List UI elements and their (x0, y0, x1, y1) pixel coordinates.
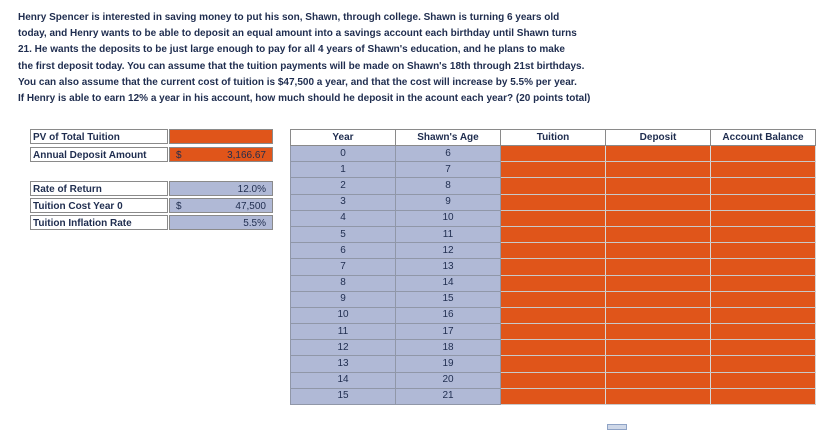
age-cell[interactable]: 14 (396, 275, 501, 291)
annual-deposit-currency: $ (176, 150, 182, 161)
year-cell[interactable]: 12 (291, 340, 396, 356)
tuition-cell[interactable] (501, 340, 606, 356)
header-tuition: Tuition (501, 130, 606, 146)
deposit-cell[interactable] (606, 324, 711, 340)
account-balance-cell[interactable] (711, 324, 816, 340)
year-cell[interactable]: 8 (291, 275, 396, 291)
table-row (291, 324, 816, 340)
header-year: Year (291, 130, 396, 146)
tuition-inflation-label: Tuition Inflation Rate (30, 215, 168, 230)
pv-total-tuition-cell[interactable] (169, 129, 273, 144)
year-cell[interactable]: 9 (291, 291, 396, 307)
tuition-cost-currency: $ (176, 201, 182, 212)
age-cell[interactable]: 18 (396, 340, 501, 356)
table-header-row (291, 130, 816, 146)
problem-line: If Henry is able to earn 12% a year in his account, how much should he deposit in the acount each year? (20 points total) (18, 93, 591, 105)
year-cell[interactable]: 14 (291, 372, 396, 388)
table-row (291, 194, 816, 210)
tuition-cell[interactable] (501, 162, 606, 178)
year-cell[interactable]: 2 (291, 178, 396, 194)
paste-options-icon[interactable] (607, 424, 627, 430)
problem-statement (18, 10, 808, 107)
table-row (291, 259, 816, 275)
deposit-cell[interactable] (606, 340, 711, 356)
annual-deposit-cell[interactable] (169, 147, 273, 162)
tuition-cost-year0-label: Tuition Cost Year 0 (30, 198, 168, 213)
tuition-cell[interactable] (501, 324, 606, 340)
age-cell[interactable]: 6 (396, 146, 501, 162)
problem-line: today, and Henry wants to be able to deposit an equal amount into a savings account each birthday until Shawn turns (18, 28, 577, 40)
deposit-cell[interactable] (606, 356, 711, 372)
table-row (291, 210, 816, 226)
table-row (291, 372, 816, 388)
deposit-cell[interactable] (606, 243, 711, 259)
table-row (291, 146, 816, 162)
tuition-cell[interactable] (501, 259, 606, 275)
header-shawns-age: Shawn's Age (396, 130, 501, 146)
tuition-cell[interactable] (501, 356, 606, 372)
deposit-cell[interactable] (606, 259, 711, 275)
table-row (291, 178, 816, 194)
year-cell[interactable]: 4 (291, 210, 396, 226)
problem-line: Henry Spencer is interested in saving money to put his son, Shawn, through college. Shawn is turning 6 years old (18, 12, 560, 23)
deposit-cell[interactable] (606, 388, 711, 404)
account-balance-cell[interactable] (711, 356, 816, 372)
account-balance-cell[interactable] (711, 275, 816, 291)
deposit-cell[interactable] (606, 162, 711, 178)
year-cell[interactable]: 0 (291, 146, 396, 162)
tuition-cell[interactable] (501, 243, 606, 259)
tuition-cell[interactable] (501, 194, 606, 210)
deposit-cell[interactable] (606, 291, 711, 307)
year-cell[interactable]: 5 (291, 226, 396, 242)
year-cell[interactable]: 6 (291, 243, 396, 259)
tuition-cell[interactable] (501, 178, 606, 194)
tuition-cell[interactable] (501, 291, 606, 307)
year-cell[interactable]: 11 (291, 324, 396, 340)
account-balance-cell[interactable] (711, 146, 816, 162)
deposit-cell[interactable] (606, 226, 711, 242)
year-cell[interactable]: 1 (291, 162, 396, 178)
account-balance-cell[interactable] (711, 162, 816, 178)
annual-deposit-value: 3,166.67 (227, 150, 266, 161)
table-row (291, 356, 816, 372)
deposit-cell[interactable] (606, 372, 711, 388)
age-cell[interactable]: 11 (396, 226, 501, 242)
age-cell[interactable]: 13 (396, 259, 501, 275)
problem-line: the first deposit today. You can assume that the tuition payments will be made on Shawn's 18th through 21st birthdays. (18, 60, 585, 72)
deposit-cell[interactable] (606, 210, 711, 226)
year-cell[interactable]: 15 (291, 388, 396, 404)
age-cell[interactable]: 8 (396, 178, 501, 194)
table-row (291, 243, 816, 259)
tuition-cell[interactable] (501, 388, 606, 404)
tuition-cost-year0-value: 47,500 (235, 201, 266, 212)
account-balance-cell[interactable] (711, 388, 816, 404)
account-balance-cell[interactable] (711, 291, 816, 307)
tuition-cell[interactable] (501, 210, 606, 226)
table-row (291, 307, 816, 323)
year-cell[interactable]: 10 (291, 307, 396, 323)
deposit-cell[interactable] (606, 194, 711, 210)
age-cell[interactable]: 19 (396, 356, 501, 372)
age-cell[interactable]: 20 (396, 372, 501, 388)
account-balance-cell[interactable] (711, 259, 816, 275)
age-cell[interactable]: 21 (396, 388, 501, 404)
tuition-cost-year0-cell[interactable] (169, 198, 273, 213)
tuition-inflation-cell[interactable] (169, 215, 273, 230)
problem-line: You can also assume that the current cost of tuition is $47,500 a year, and that the cost will increase by 5.5% per year. (18, 76, 577, 88)
age-cell[interactable]: 10 (396, 210, 501, 226)
age-cell[interactable]: 15 (396, 291, 501, 307)
age-cell[interactable]: 9 (396, 194, 501, 210)
year-cell[interactable]: 13 (291, 356, 396, 372)
rate-of-return-label: Rate of Return (30, 181, 168, 196)
account-balance-cell[interactable] (711, 372, 816, 388)
account-balance-cell[interactable] (711, 210, 816, 226)
age-cell[interactable]: 12 (396, 243, 501, 259)
annual-deposit-label: Annual Deposit Amount (30, 147, 168, 162)
age-cell[interactable]: 16 (396, 307, 501, 323)
account-balance-cell[interactable] (711, 340, 816, 356)
table-row (291, 162, 816, 178)
age-cell[interactable]: 7 (396, 162, 501, 178)
header-account-balance: Account Balance (711, 130, 816, 146)
account-balance-cell[interactable] (711, 243, 816, 259)
age-cell[interactable]: 17 (396, 324, 501, 340)
pv-total-tuition-label: PV of Total Tuition (30, 129, 168, 144)
tuition-cell[interactable] (501, 275, 606, 291)
table-row (291, 388, 816, 404)
year-cell[interactable]: 3 (291, 194, 396, 210)
header-deposit: Deposit (606, 130, 711, 146)
table-row (291, 291, 816, 307)
account-balance-cell[interactable] (711, 178, 816, 194)
deposit-cell[interactable] (606, 178, 711, 194)
tuition-cell[interactable] (501, 307, 606, 323)
tuition-inflation-value: 5.5% (243, 218, 266, 229)
deposit-cell[interactable] (606, 146, 711, 162)
account-balance-cell[interactable] (711, 226, 816, 242)
account-balance-cell[interactable] (711, 307, 816, 323)
savings-schedule-table (290, 129, 816, 405)
tuition-cell[interactable] (501, 146, 606, 162)
rate-of-return-cell[interactable] (169, 181, 273, 196)
tuition-cell[interactable] (501, 372, 606, 388)
table-row (291, 340, 816, 356)
deposit-cell[interactable] (606, 275, 711, 291)
problem-line: 21. He wants the deposits to be just large enough to pay for all 4 years of Shawn's education, and he plans to make (18, 44, 565, 56)
tuition-cell[interactable] (501, 226, 606, 242)
table-row (291, 226, 816, 242)
rate-of-return-value: 12.0% (237, 184, 266, 195)
table-row (291, 275, 816, 291)
year-cell[interactable]: 7 (291, 259, 396, 275)
account-balance-cell[interactable] (711, 194, 816, 210)
deposit-cell[interactable] (606, 307, 711, 323)
